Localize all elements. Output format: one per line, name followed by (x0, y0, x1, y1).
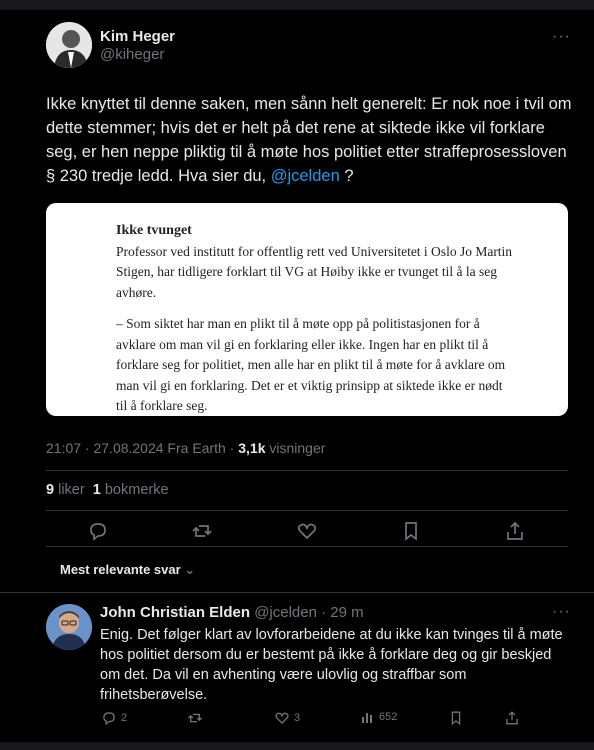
reply-bookmark-button[interactable] (448, 710, 464, 726)
reply-like-count: 3 (294, 712, 301, 724)
bookmarks-label: bokmerke (100, 482, 169, 498)
tweet-meta (46, 440, 325, 456)
reply-reply-button[interactable] (101, 710, 127, 726)
divider (0, 592, 594, 593)
reply-view-count: 652 (379, 711, 398, 723)
views-label: visninger (265, 440, 326, 456)
reply-author-handle[interactable]: @jcelden (254, 604, 317, 621)
bottom-divider (0, 742, 594, 750)
reply-like-button[interactable] (274, 710, 300, 726)
analytics-icon (361, 710, 375, 724)
reply-icon (101, 710, 117, 726)
reply-icon[interactable] (87, 520, 109, 542)
article-image-card[interactable] (46, 203, 568, 416)
divider (46, 510, 568, 511)
top-bar (0, 0, 594, 10)
article-paragraph-1: Professor ved institutt for offentlig rett ved Universitetet i Oslo Jo Martin Stigen, har tidligere forklart til VG at Høiby ikke er tvunget til å la seg avhøre. (116, 243, 513, 300)
retweet-icon[interactable] (191, 520, 213, 542)
reply-author-name[interactable] (100, 604, 364, 621)
like-icon (274, 710, 290, 726)
reply-text: Enig. Det følger klart av lovforarbeidene at du ikke kan tvinges til å møte hos politiet dersom du er bestemt på ikke å forklare deg og gir beskjed om det. Da vil en avhenting være ulovlig og straffbar som frihetsberøvelse. (100, 627, 563, 703)
share-icon (504, 710, 520, 726)
bookmark-icon[interactable] (400, 520, 422, 542)
views-count: 3,1k (238, 440, 266, 456)
sort-label: Mest relevante svar (60, 562, 181, 577)
tweet-timestamp[interactable]: 21:07 · 27.08.2024 Fra Earth · (46, 440, 239, 456)
author-avatar[interactable] (46, 22, 92, 68)
mention-link[interactable]: @jcelden (270, 167, 340, 185)
reply-more-options-icon[interactable]: ··· (552, 603, 571, 620)
divider (46, 546, 568, 547)
tweet-text-main: Ikke knyttet til denne saken, men sånn helt generelt: Er nok noe i tvil om dette stemmer; hvis det er helt på det rene at siktede ikke vil forklare seg, er hen neppe pliktig til å møte hos politiet etter straffeprosessloven § 230 tredje ledd. Hva sier du, (46, 95, 572, 185)
article-paragraph-2: – Som siktet har man en plikt til å møte opp på politistasjonen for å avklare om man vil gi en forklaring eller ikke. Ingen har en plikt til å forklare seg for politiet, men alle har en plikt til å møte for å avklare om man vil gi en forklaring. Det er et viktig prinsipp at siktede ikke er nødt til å forklare seg. (116, 316, 506, 413)
reply-retweet-button[interactable] (187, 710, 203, 726)
tweet-text-end: ? (339, 167, 354, 185)
bookmark-icon (448, 710, 464, 726)
divider (46, 470, 568, 471)
chevron-down-icon: ⌄ (184, 562, 196, 577)
tweet-text (46, 92, 574, 188)
like-icon[interactable] (296, 520, 318, 542)
engagement-stats (46, 482, 169, 498)
reply-author-avatar[interactable] (46, 604, 92, 650)
reply-time[interactable]: · 29 m (321, 604, 364, 621)
share-icon[interactable] (504, 520, 526, 542)
more-options-icon[interactable]: ··· (552, 28, 571, 45)
reply-author-name-text[interactable]: John Christian Elden (100, 604, 251, 621)
likes-count[interactable]: 9 (46, 482, 55, 498)
bookmarks-count: 1 (92, 482, 101, 498)
author-name[interactable]: Kim Heger (100, 28, 176, 45)
author-handle[interactable]: @kiheger (100, 46, 165, 63)
likes-label[interactable]: liker (54, 482, 85, 498)
reply-views-button[interactable] (361, 710, 397, 724)
reply-share-button[interactable] (504, 710, 520, 726)
article-title: Ikke tvunget (116, 223, 192, 238)
sort-replies-dropdown[interactable] (60, 562, 195, 578)
reply-count: 2 (121, 712, 128, 724)
retweet-icon (187, 710, 203, 726)
